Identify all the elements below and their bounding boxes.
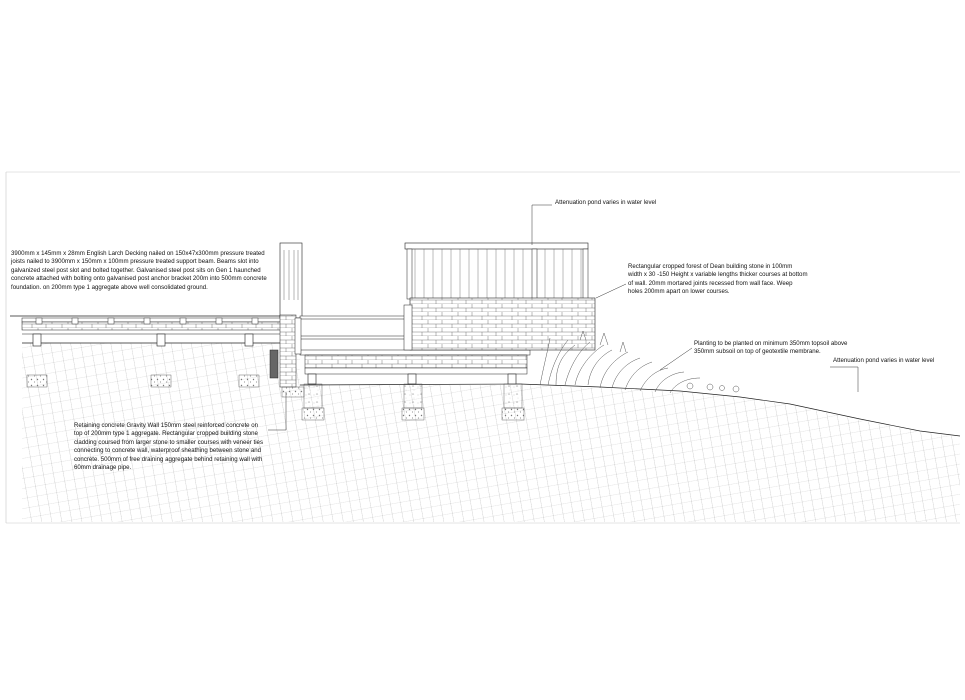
- pond-annotation-top: Attenuation pond varies in water level: [555, 199, 657, 206]
- planting-annotation: Planting to be planted on minimum 350mm topsoil above 350mm subsoil on top of geotextile membrane.: [694, 340, 848, 356]
- pond-annotation-right: Attenuation pond varies in water level: [833, 357, 935, 364]
- retaining-wall-annotation: Retaining concrete Gravity Wall 150mm steel reinforced concrete on top of 200mm type 1 aggregate. Rectangular cropped building stone cladding coursed from larger stone to smaller courses with veneer ties connecting to concrete wall, waterproof sheathing between stone and concrete. 500mm of free draining aggregate behind retaining wall with 60mm drainage pipe.: [74, 422, 263, 472]
- stone-wall-annotation: Rectangular cropped forest of Dean building stone in 100mm width x 30 -150 Height x variable lengths thicker courses at bottom of wall. 20mm mortared joints recessed from wall face. Weep holes 200mm apart on lower courses.: [628, 263, 808, 296]
- decking-annotation: 3900mm x 145mm x 28mm English Larch Decking nailed on 150x47x300mm pressure treated joists nailed to 3900mm x 150mm x 100mm pressure treated support beam. Beams slot into galvanized steel post slot and bolted together. Galvanised steel post sits on Gen 1 haunched concrete attached with bolting onto galvanised post anchor bracket 200m into 500mm concrete foundation. on 200mm type 1 aggregate above well consolidated ground.: [11, 250, 267, 291]
